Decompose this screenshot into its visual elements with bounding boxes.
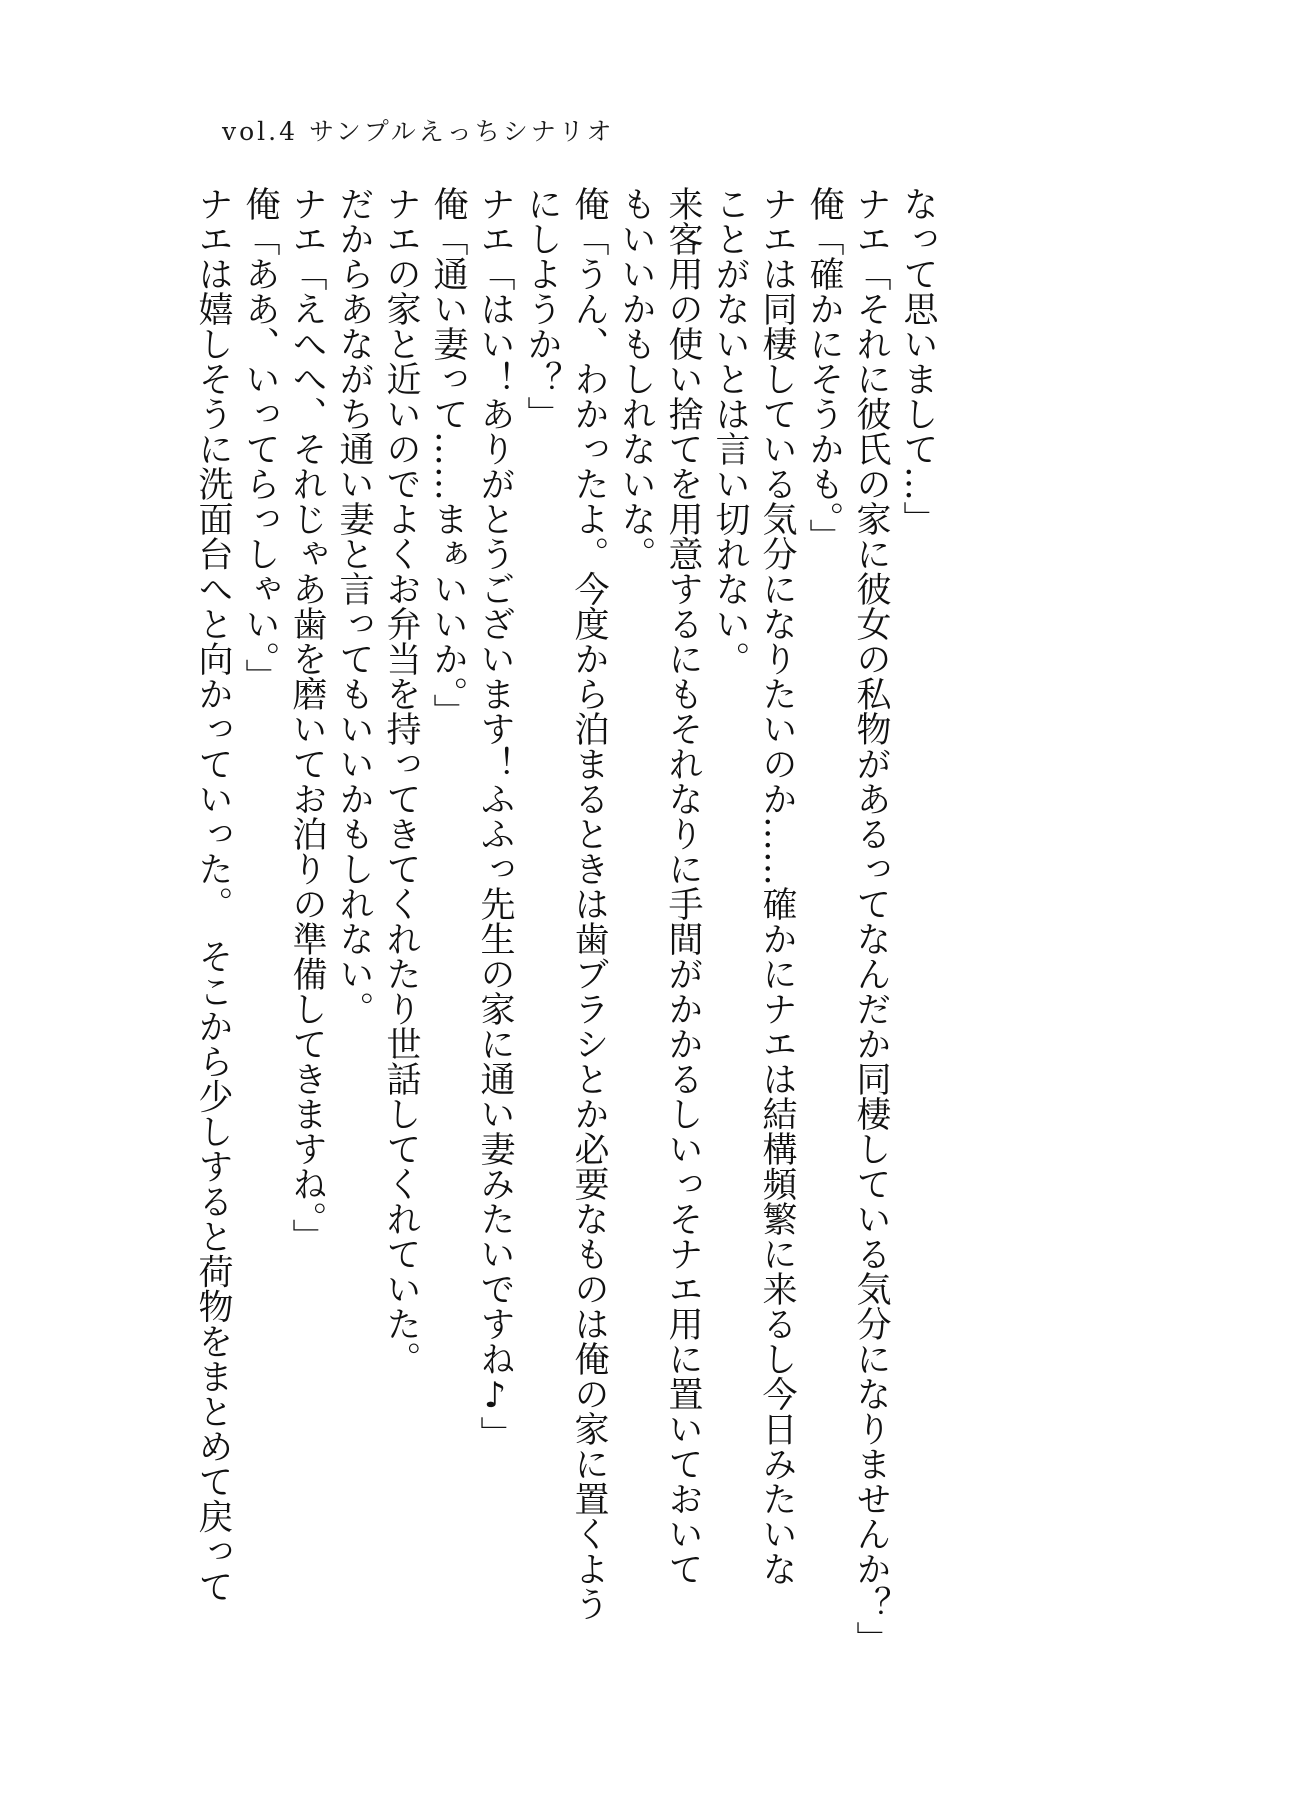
text-line: 俺「ああ、いってらっしゃい。」 — [240, 186, 280, 694]
text-line: 俺「うん、わかったよ。今度から泊まるときは歯ブラシとか必要なものは俺の家に置くよう — [569, 186, 609, 1621]
text-line: だからあながち通い妻と言ってもいいかもしれない。 — [334, 186, 374, 1026]
vertical-text-body — [189, 186, 941, 1656]
page-header-title: vol.4 サンプルえっちシナリオ — [222, 117, 615, 146]
text-line: なって思いまして…」 — [898, 186, 938, 536]
text-line: もいいかもしれないな。 — [616, 186, 656, 571]
text-line: 俺「確かにそうかも。」 — [804, 186, 844, 554]
text-line: にしようか？」 — [522, 186, 562, 431]
text-line: 俺「通い妻って……まぁいいか。」 — [428, 186, 468, 729]
text-line: ことがないとは言い切れない。 — [710, 186, 750, 676]
text-line: 来客用の使い捨てを用意するにもそれなりに手間がかかるしいっそナエ用に置いておいて — [663, 186, 703, 1586]
text-line: ナエは嬉しそうに洗面台へと向かっていった。 そこから少しすると荷物をまとめて戻って — [193, 186, 233, 1604]
text-line: ナエ「それに彼氏の家に彼女の私物があるってなんだか同棲している気分になりませんか？」 — [851, 186, 891, 1656]
text-line: ナエ「はい！ありがとうございます！ふふっ先生の家に通い妻みたいですね♪」 — [475, 186, 515, 1451]
text-line: ナエは同棲している気分になりたいのか……確かにナエは結構頻繁に来るし今日みたいな — [757, 186, 797, 1586]
text-line: ナエの家と近いのでよくお弁当を持ってきてくれたり世話してくれていた。 — [381, 186, 421, 1376]
text-line: ナエ「えへへ、それじゃあ歯を磨いてお泊りの準備してきますね。」 — [287, 186, 327, 1254]
